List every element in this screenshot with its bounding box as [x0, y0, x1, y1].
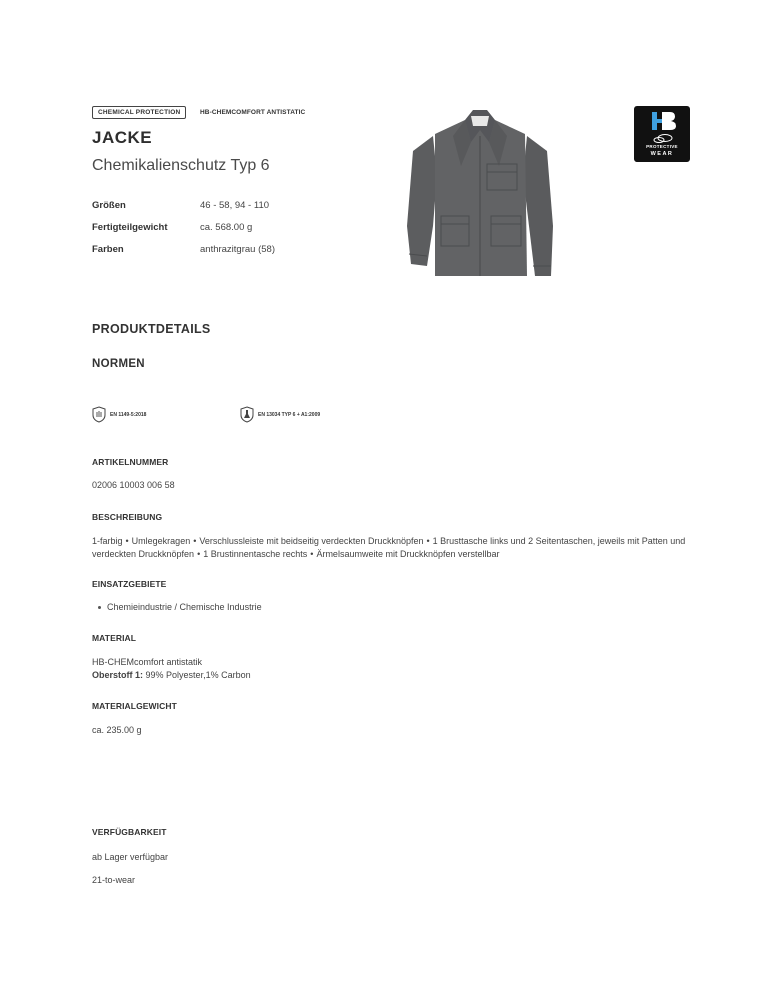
- hb-protective-wear-logo: [634, 106, 690, 162]
- description-item: 1-farbig: [92, 536, 123, 546]
- availability-heading: VERFÜGBARKEIT: [92, 827, 167, 837]
- usage-list-item: [98, 602, 262, 612]
- logo-line2: WEAR: [650, 151, 674, 157]
- spec-label-weight: Fertigteilgewicht: [92, 222, 168, 233]
- logo-line1: PROTECTIVE: [646, 144, 678, 149]
- description-item: Ärmelsaumweite mit Druckknöpfen verstellbar: [316, 549, 500, 559]
- description-heading: BESCHREIBUNG: [92, 512, 163, 522]
- spec-value-sizes: 46 - 58, 94 - 110: [200, 200, 270, 211]
- norm-item-1: [92, 406, 146, 423]
- material-outer: [92, 670, 251, 680]
- shield-flask-icon: [240, 406, 254, 423]
- spec-value-colors: anthrazitgrau (58): [200, 244, 275, 255]
- availability-note: 21-to-wear: [92, 875, 136, 885]
- norm-text-1: EN 1149-5:2018: [110, 411, 147, 418]
- usage-heading: EINSATZGEBIETE: [92, 579, 167, 589]
- bullet-icon: [98, 606, 101, 609]
- description-item: 1 Brusttasche links und 2 Seitentaschen, jeweils mit Patten und verdeckten Druckknöpfen: [92, 536, 686, 559]
- material-heading: MATERIAL: [92, 633, 137, 643]
- shield-hand-icon: [92, 406, 106, 423]
- weight-value: ca. 235.00 g: [92, 725, 142, 735]
- details-heading: PRODUKTDETAILS: [92, 322, 211, 336]
- usage-item-text: Chemieindustrie / Chemische Industrie: [107, 602, 262, 612]
- description-item: 1 Brustinnentasche rechts: [203, 549, 308, 559]
- material-outer-label: Oberstoff 1:: [92, 670, 144, 680]
- page-title: JACKE: [92, 128, 153, 147]
- description-text: 1-farbig • Umlegekragen • Verschlussleiste mit beidseitig verdeckten Druckknöpfen • 1 Brusttasche links und 2 Seitentaschen, jeweils mit Patten und verdeckten Druckknöpfen • 1 Brustinnentasche rechts • Ärmelsaumweite mit Druckknöpfen verstellbar: [92, 536, 686, 559]
- product-line: HB-CHEMCOMFORT ANTISTATIC: [200, 109, 306, 116]
- weight-heading: MATERIALGEWICHT: [92, 701, 177, 711]
- spec-label-colors: Farben: [92, 244, 124, 255]
- page-subtitle: Chemikalienschutz Typ 6: [92, 157, 270, 174]
- norm-item-2: [240, 406, 320, 423]
- article-number: 02006 10003 006 58: [92, 480, 175, 490]
- spec-label-sizes: Größen: [92, 200, 126, 211]
- article-heading: ARTIKELNUMMER: [92, 457, 169, 467]
- category-tag: CHEMICAL PROTECTION: [92, 106, 186, 119]
- material-outer-value: 99% Polyester,1% Carbon: [145, 670, 251, 680]
- norm-text-2: EN 13034 TYP 6 + A1:2009: [258, 411, 321, 418]
- description-item: Umlegekragen: [131, 536, 191, 546]
- jacket-image: [405, 106, 555, 281]
- norms-heading: NORMEN: [92, 358, 145, 370]
- availability-value: ab Lager verfügbar: [92, 852, 169, 862]
- description-item: Verschlussleiste mit beidseitig verdeckten Druckknöpfen: [199, 536, 424, 546]
- material-name: HB-CHEMcomfort antistatik: [92, 657, 203, 667]
- spec-value-weight: ca. 568.00 g: [200, 222, 253, 233]
